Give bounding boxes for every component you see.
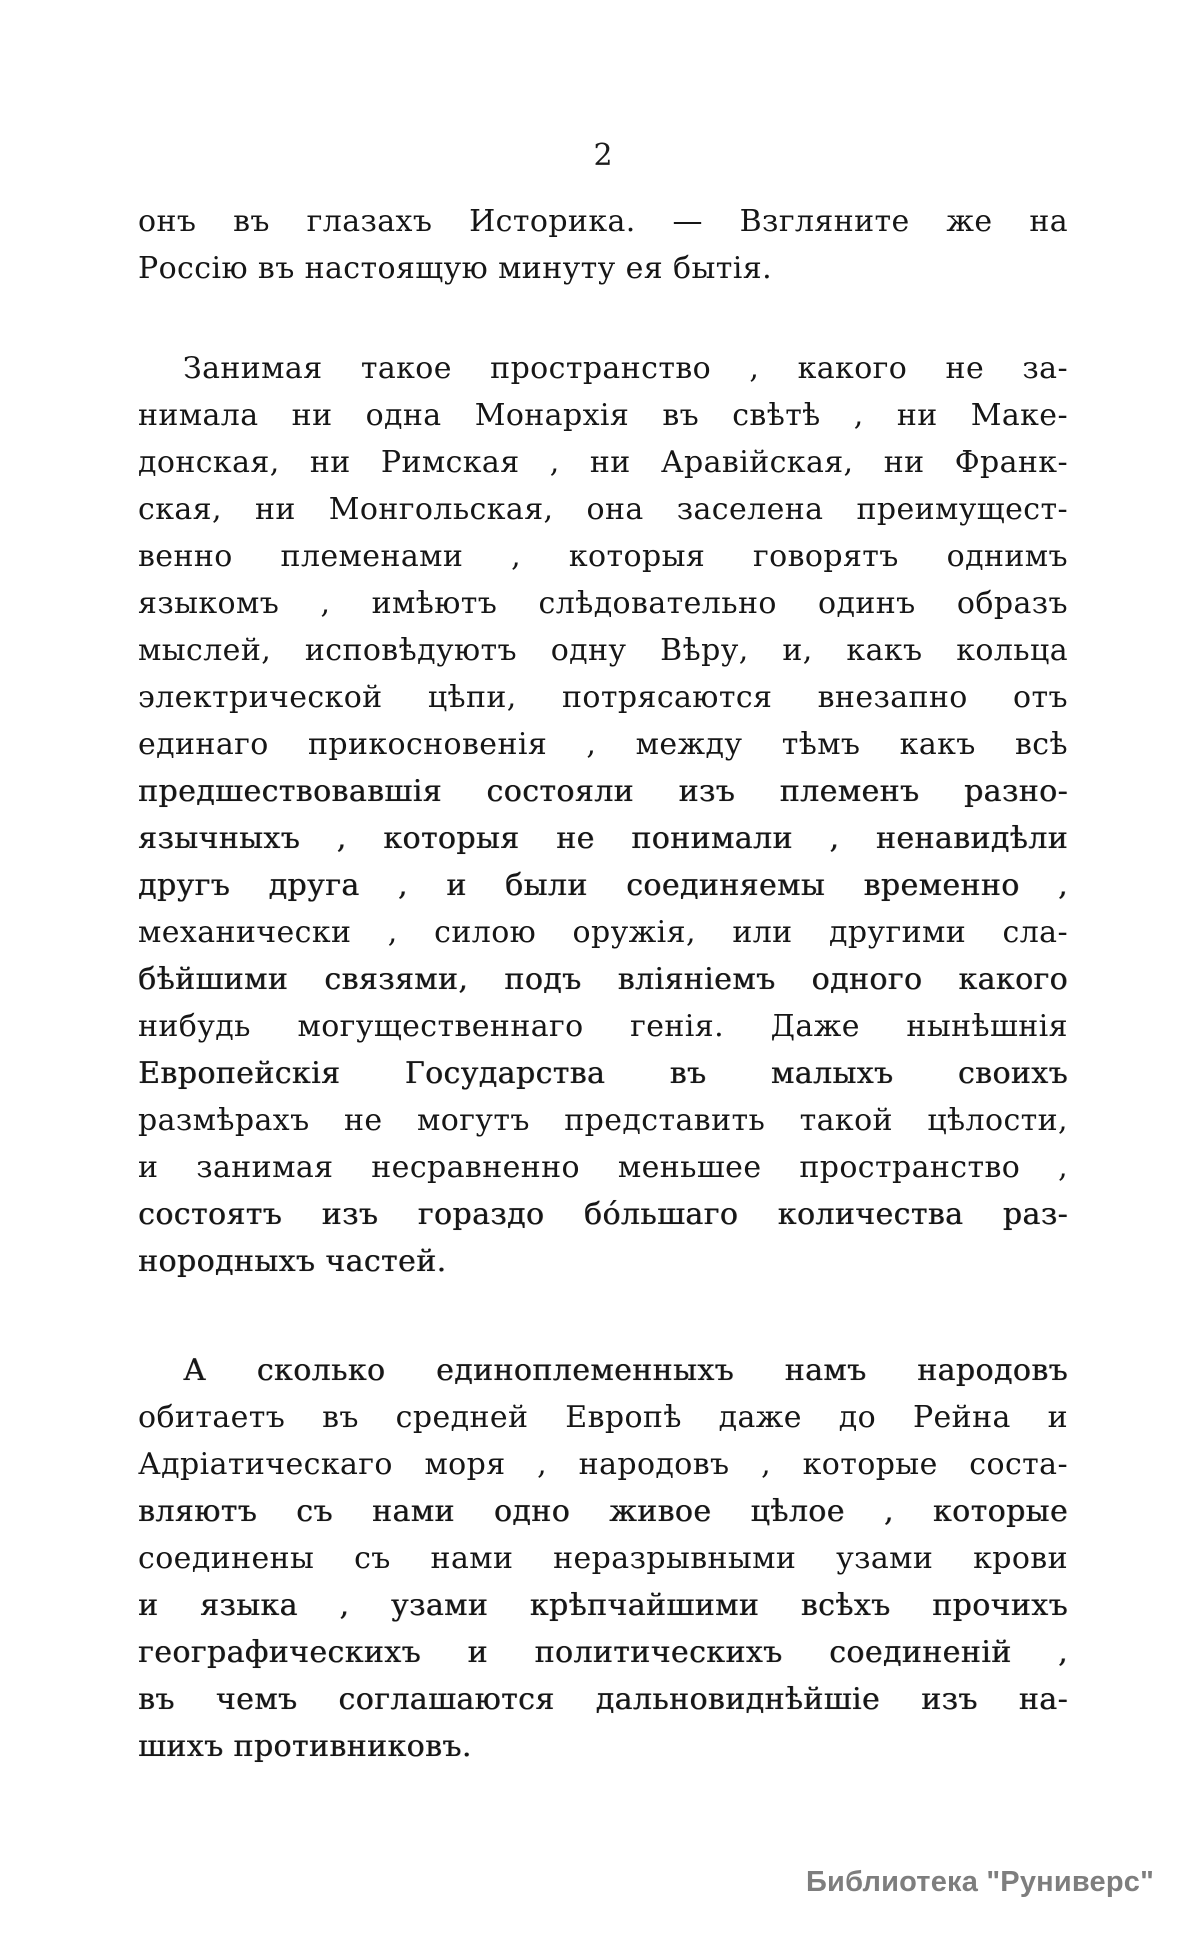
text-line: онъ въ глазахъ Историка. — Взгляните же на bbox=[138, 204, 1068, 239]
text-line: языкомъ , имѣютъ слѣдовательно одинъ образъ bbox=[138, 586, 1068, 621]
text-line: мыслей, исповѣдуютъ одну Вѣру, и, какъ кольца bbox=[138, 633, 1068, 668]
text-line: электрической цѣпи, потрясаются внезапно отъ bbox=[138, 680, 1068, 715]
text-line: донская, ни Римская , ни Аравійская, ни Франк- bbox=[138, 445, 1068, 480]
text-line: состоятъ изъ гораздо бо́льшаго количества раз- bbox=[138, 1197, 1068, 1232]
page-number: 2 bbox=[593, 138, 613, 173]
paragraph bbox=[138, 345, 1068, 1285]
text-line: Занимая такое пространство , какого не за- bbox=[183, 351, 1068, 386]
text-line: и языка , узами крѣпчайшими всѣхъ прочихъ bbox=[138, 1588, 1068, 1623]
text-line: въ чемъ соглашаются дальновиднѣйшіе изъ на- bbox=[138, 1682, 1068, 1717]
text-line: бѣйшими связями, подъ вліяніемъ одного какого bbox=[138, 962, 1068, 997]
text-line: соединены съ нами неразрывными узами крови bbox=[138, 1541, 1068, 1576]
text-line: размѣрахъ не могутъ представить такой цѣлости, bbox=[138, 1103, 1068, 1138]
text-line: язычныхъ , которыя не понимали , ненавидѣли bbox=[138, 821, 1068, 856]
text-line: Адріатическаго моря , народовъ , которые соста- bbox=[138, 1447, 1068, 1482]
text-line: обитаетъ въ средней Европѣ даже до Рейна и bbox=[138, 1400, 1068, 1435]
text-line: шихъ противниковъ. bbox=[138, 1729, 472, 1764]
text-line: географическихъ и политическихъ соединеній , bbox=[138, 1635, 1068, 1670]
text-line: венно племенами , которыя говорятъ однимъ bbox=[138, 539, 1068, 574]
text-line: другъ друга , и были соединяемы временно , bbox=[138, 868, 1068, 903]
library-watermark: Библиотека "Руниверс" bbox=[806, 1866, 1155, 1898]
text-line: А сколько единоплеменныхъ намъ народовъ bbox=[183, 1353, 1068, 1388]
text-line: вляютъ съ нами одно живое цѣлое , которые bbox=[138, 1494, 1068, 1529]
text-line: нородныхъ частей. bbox=[138, 1244, 447, 1279]
text-line: Россію въ настоящую минуту ея бытія. bbox=[138, 251, 773, 286]
paragraph bbox=[138, 198, 1068, 292]
text-line: предшествовавшія состояли изъ племенъ разно- bbox=[138, 774, 1068, 809]
page-text-block bbox=[138, 198, 1068, 1770]
text-line: и занимая несравненно меньшее пространство , bbox=[138, 1150, 1068, 1185]
paragraph bbox=[138, 1347, 1068, 1770]
text-line: единаго прикосновенія , между тѣмъ какъ всѣ bbox=[138, 727, 1068, 762]
text-line: нимала ни одна Монархія въ свѣтѣ , ни Маке- bbox=[138, 398, 1068, 433]
text-line: нибудь могущественнаго генія. Даже нынѣшнія bbox=[138, 1009, 1068, 1044]
text-line: ская, ни Монгольская, она заселена преимущест- bbox=[138, 492, 1068, 527]
text-line: механически , силою оружія, или другими сла- bbox=[138, 915, 1068, 950]
text-line: Европейскія Государства въ малыхъ своихъ bbox=[138, 1056, 1068, 1091]
